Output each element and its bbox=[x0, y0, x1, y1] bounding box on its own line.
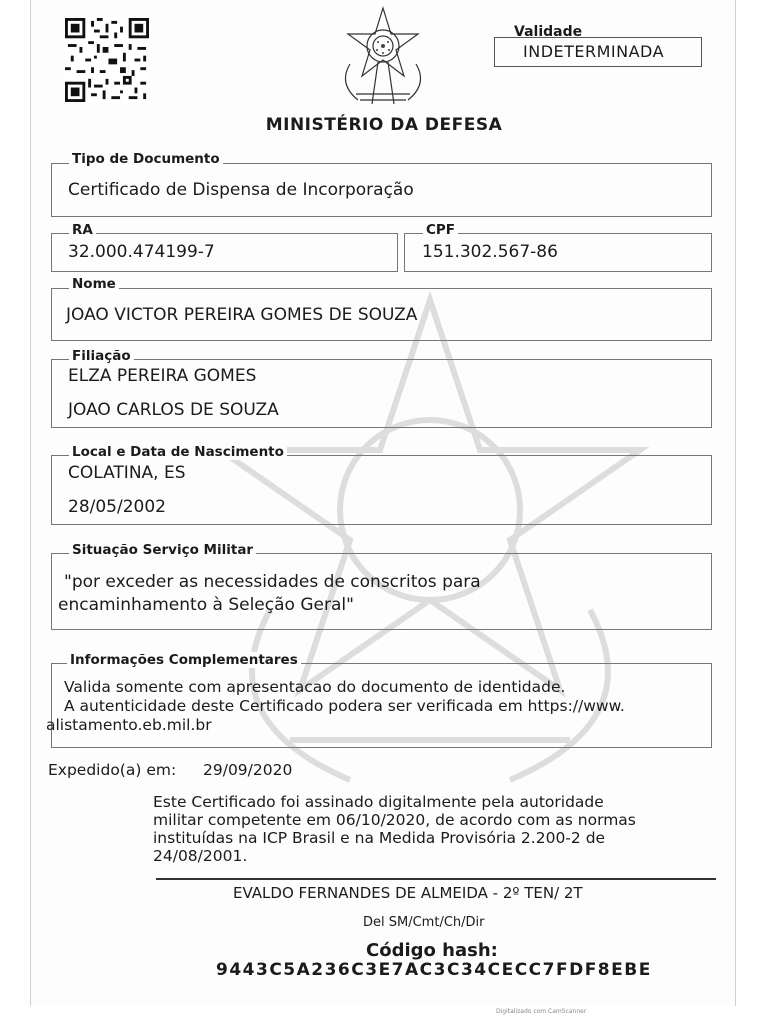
situacao-line2: encaminhamento à Seleção Geral" bbox=[58, 595, 354, 615]
signature-line bbox=[156, 878, 716, 880]
ministry-title: MINISTÉRIO DA DEFESA bbox=[265, 115, 503, 135]
tipo-documento-label: Tipo de Documento bbox=[69, 151, 223, 167]
filiacao-mae: ELZA PEREIRA GOMES bbox=[68, 366, 257, 386]
nascimento-label: Local e Data de Nascimento bbox=[69, 444, 287, 460]
nascimento-local: COLATINA, ES bbox=[68, 463, 186, 483]
coat-of-arms-icon bbox=[328, 4, 438, 110]
cpf-value: 151.302.567-86 bbox=[422, 242, 558, 262]
informacoes-line1: Valida somente com apresentacao do documento de identidade. bbox=[64, 678, 566, 696]
signatario-unit: Del SM/Cmt/Ch/Dir bbox=[363, 915, 485, 930]
assinatura-line2: militar competente em 06/10/2020, de acordo com as normas bbox=[153, 811, 636, 829]
cpf-label: CPF bbox=[423, 222, 458, 238]
signatario-name: EVALDO FERNANDES DE ALMEIDA - 2º TEN/ 2T bbox=[233, 884, 583, 902]
validade-label: Validade bbox=[514, 24, 583, 40]
assinatura-line1: Este Certificado foi assinado digitalmente pela autoridade bbox=[153, 793, 604, 811]
assinatura-line4: 24/08/2001. bbox=[153, 847, 248, 865]
situacao-line1: "por exceder as necessidades de conscritos para bbox=[64, 572, 481, 592]
situacao-label: Situação Serviço Militar bbox=[69, 542, 256, 558]
filiacao-pai: JOAO CARLOS DE SOUZA bbox=[68, 400, 279, 420]
informacoes-label: Informações Complementares bbox=[67, 652, 301, 668]
informacoes-line3: alistamento.eb.mil.br bbox=[46, 716, 212, 734]
nascimento-data: 28/05/2002 bbox=[68, 497, 166, 517]
scanner-footer: Digitalizado com CamScanner bbox=[496, 1008, 587, 1015]
expedido-label: Expedido(a) em: bbox=[48, 761, 177, 779]
ra-label: RA bbox=[69, 222, 96, 238]
ra-value: 32.000.474199-7 bbox=[68, 242, 215, 262]
tipo-documento-value: Certificado de Dispensa de Incorporação bbox=[68, 180, 414, 200]
validade-value: INDETERMINADA bbox=[494, 37, 702, 67]
nome-value: JOAO VICTOR PEREIRA GOMES DE SOUZA bbox=[66, 305, 418, 325]
qr-code bbox=[62, 18, 152, 102]
assinatura-line3: instituídas na ICP Brasil e na Medida Provisória 2.200-2 de bbox=[153, 829, 606, 847]
hash-label: Código hash: bbox=[366, 940, 498, 961]
expedido-date: 29/09/2020 bbox=[203, 761, 293, 779]
filiacao-label: Filiação bbox=[69, 348, 134, 364]
hash-value: 9443C5A236C3E7AC3C34CECC7FDF8EBE bbox=[216, 960, 652, 980]
nome-label: Nome bbox=[69, 276, 119, 292]
informacoes-line2: A autenticidade deste Certificado podera ser verificada em https://www. bbox=[64, 697, 625, 715]
